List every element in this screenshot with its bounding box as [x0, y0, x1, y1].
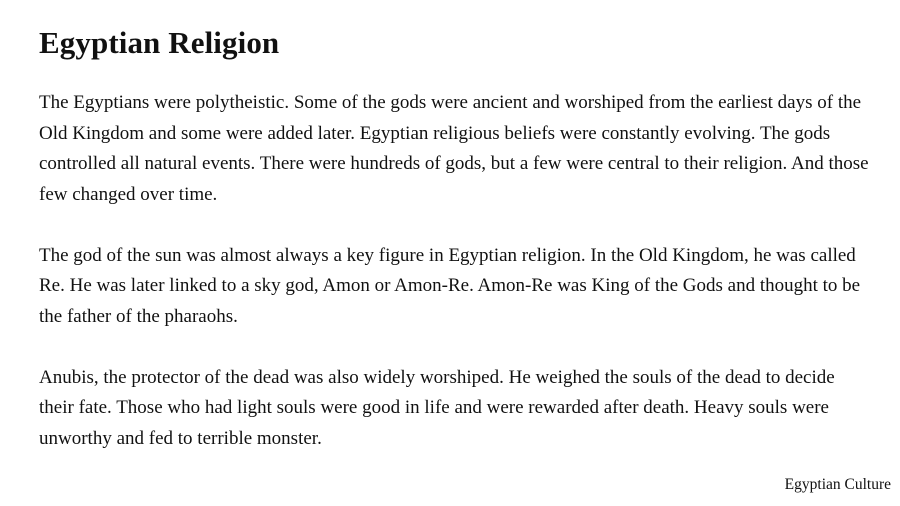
paragraph-sun-god: The god of the sun was almost always a key figure in Egyptian religion. In the Old Kingdom, he was called Re. He was later linked to a sky god, Amon or Amon-Re. Amon-Re was King of the Gods and thought to be the father of the pharaohs.	[39, 244, 861, 327]
slide-body	[39, 88, 874, 485]
slide-footer: Egyptian Culture	[784, 476, 891, 493]
paragraph-anubis: Anubis, the protector of the dead was also widely worshiped. He weighed the souls of the dead to decide their fate. Those who had light souls were good in life and were rewarded after death. Heavy souls were unworthy and fed to terrible monster.	[39, 366, 835, 449]
slide-title: Egyptian Religion	[39, 25, 280, 60]
paragraph-polytheism: The Egyptians were polytheistic. Some of the gods were ancient and worshiped from the earliest days of the Old Kingdom and some were added later. Egyptian religious beliefs were constantly evolving. The gods controlled all natural events. There were hundreds of gods, but a few were central to their religion. And those few changed over time.	[39, 92, 869, 205]
